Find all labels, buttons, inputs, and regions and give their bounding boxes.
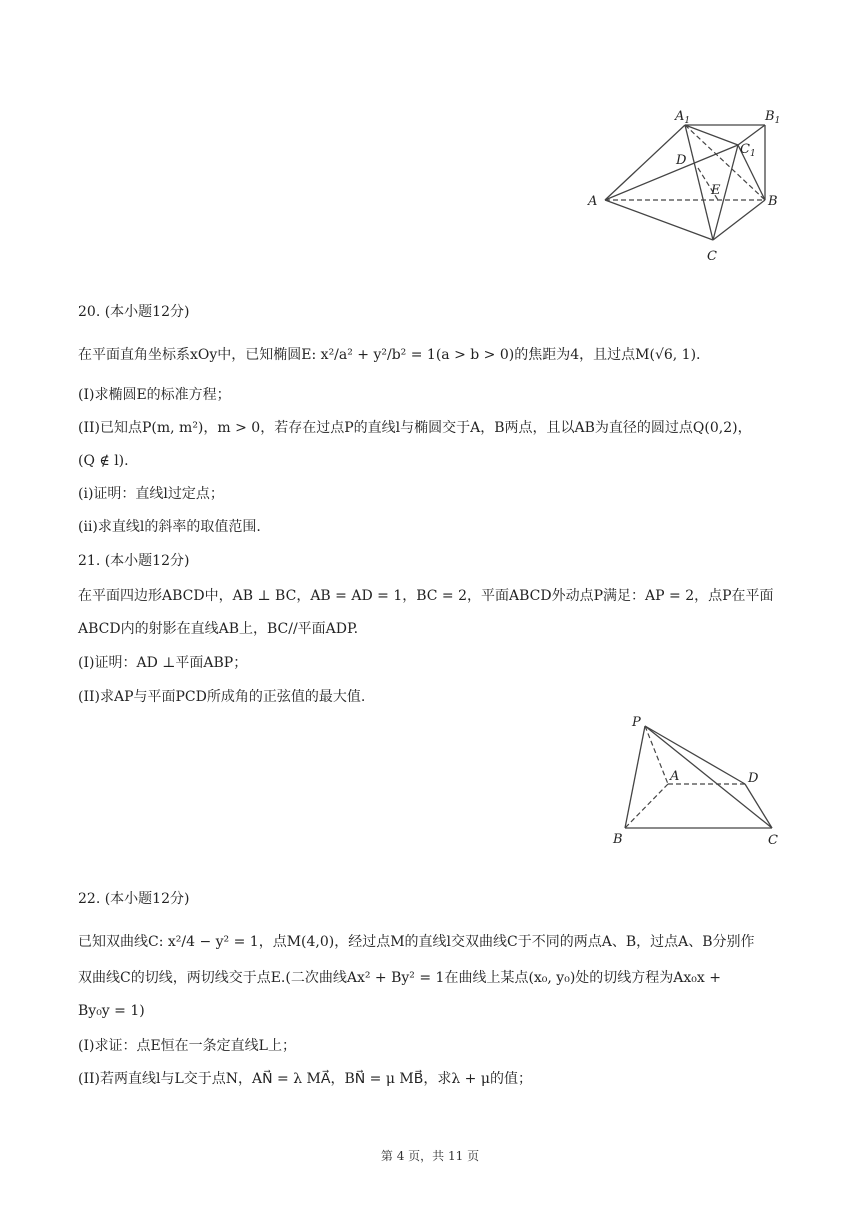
edge-p-d	[645, 726, 745, 784]
label-c: C	[707, 249, 717, 264]
edge-a-c	[605, 200, 713, 240]
q22-stem-3: By₀y = 1)	[78, 1003, 145, 1019]
q22-part-2: (II)若两直线l与L交于点N，AN⃗ = λ MA⃗，BN⃗ = μ MB⃗，求λ + μ的值；	[78, 1071, 532, 1087]
label-a: A	[588, 194, 598, 209]
label-a1: $A_1$	[675, 109, 691, 126]
label-d: D	[748, 771, 759, 786]
q21-part-1: (I)证明：AD ⊥平面ABP；	[78, 655, 248, 671]
page-footer: 第 4 页，共 11 页	[380, 1149, 480, 1163]
q21-stem-2: ABCD内的射影在直线AB上，BC//平面ADP.	[78, 621, 359, 637]
label-a: A	[670, 769, 680, 784]
figure-pyramid	[600, 712, 790, 852]
label-e: E	[711, 183, 721, 198]
edge-a1-c	[685, 125, 713, 240]
label-b: B	[613, 832, 623, 847]
q20-part-2a: (II)已知点P(m, m²)，m > 0，若存在过点P的直线l与椭圆交于A，B两点，且以AB为直径的圆过点Q(0,2)，	[78, 420, 752, 436]
label-c1: $C_1$	[740, 142, 756, 159]
q20-header: 20. (本小题12分)	[78, 304, 190, 320]
q21-stem-1: 在平面四边形ABCD中，AB ⊥ BC，AB = AD = 1，BC = 2，平面ABCD外动点P满足：AP = 2，点P在平面	[78, 588, 774, 604]
q20-part-3: (i)证明：直线l过定点；	[78, 486, 224, 502]
label-p: P	[632, 715, 641, 730]
edge-d-c	[745, 784, 772, 828]
q20-stem: 在平面直角坐标系xOy中，已知椭圆E: x²/a² + y²/b² = 1(a > b > 0)的焦距为4，且过点M(√6, 1).	[78, 347, 701, 363]
edge-c-b	[713, 200, 765, 240]
q21-header: 21. (本小题12分)	[78, 553, 190, 569]
q22-part-1: (I)求证：点E恒在一条定直线L上；	[78, 1038, 296, 1054]
edge-a-b-dashed	[625, 784, 668, 828]
edge-p-b	[625, 726, 645, 828]
q20-part-4: (ii)求直线l的斜率的取值范围.	[78, 519, 261, 535]
q22-header: 22. (本小题12分)	[78, 891, 190, 907]
q21-part-2: (II)求AP与平面PCD所成角的正弦值的最大值.	[78, 689, 366, 705]
label-c: C	[768, 833, 778, 848]
figure-prism	[580, 100, 790, 270]
q22-stem-1: 已知双曲线C: x²/4 − y² = 1，点M(4,0)，经过点M的直线l交双曲线C于不同的两点A、B，过点A、B分别作	[78, 934, 755, 950]
label-d: D	[676, 153, 687, 168]
q22-stem-2: 双曲线C的切线，两切线交于点E.(二次曲线Ax² + By² = 1在曲线上某点(x₀, y₀)处的切线方程为Ax₀x +	[78, 970, 721, 986]
q20-part-1: (I)求椭圆E的标准方程；	[78, 387, 231, 403]
label-b: B	[768, 194, 778, 209]
label-b1: $B_1$	[765, 109, 781, 126]
edge-a1-c1	[685, 125, 738, 145]
q20-part-2b: (Q ∉ l).	[78, 453, 129, 469]
edge-a-a1	[605, 125, 685, 200]
